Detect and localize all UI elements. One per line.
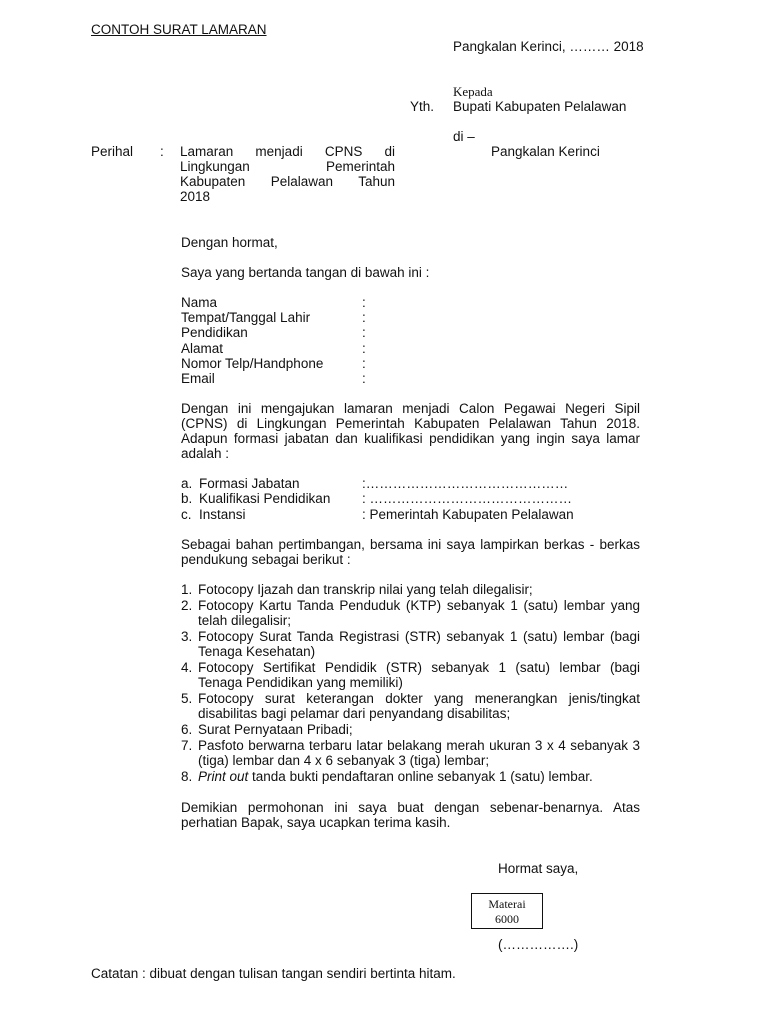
item-text: Fotocopy surat keterangan dokter yang menerangkan jenis/tingkat disabilitas bagi pelamar dari penyandang disabilitas; [198, 691, 640, 721]
materai-stamp-box [471, 893, 543, 929]
field-colon: : [362, 341, 366, 356]
item-number: 5. [181, 691, 193, 706]
item-text [198, 769, 640, 784]
list-item [181, 769, 640, 784]
item-number: 3. [181, 629, 193, 644]
item-italic: Print out [198, 769, 249, 784]
recipient-kepada: Kepada [453, 84, 493, 99]
stamp-value: 6000 [495, 912, 519, 926]
field-label: Alamat [181, 341, 224, 356]
field-colon: : [362, 371, 366, 386]
item-value: : ……………………………………… [362, 491, 573, 506]
subject-text [180, 144, 395, 204]
item-number: 7. [181, 738, 193, 753]
item-number: 2. [181, 598, 193, 613]
list-item [181, 582, 640, 597]
field-colon: : [362, 295, 366, 310]
field-colon: : [362, 325, 366, 340]
item-label: Kualifikasi Pendidikan [199, 491, 331, 506]
item-text: Surat Pernyataan Pribadi; [198, 722, 353, 737]
item-marker: c. [181, 507, 192, 522]
field-colon: : [362, 356, 366, 371]
item-text: Pasfoto berwarna terbaru latar belakang merah ukuran 3 x 4 sebanyak 3 (tiga) lembar dan 4 x 6 sebanyak 3 (tiga) lembar; [198, 738, 640, 768]
recipient-name: Bupati Kabupaten Pelalawan [453, 99, 627, 114]
attachments-list [181, 582, 640, 784]
list-item [181, 660, 640, 690]
item-text: Fotocopy Surat Tanda Registrasi (STR) sebanyak 1 (satu) lembar (bagi Tenaga Kesehatan) [198, 629, 640, 659]
footer-note: Catatan : dibuat dengan tulisan tangan sendiri bertinta hitam. [91, 966, 456, 981]
greeting: Dengan hormat, [181, 235, 278, 250]
item-number: 4. [181, 660, 193, 675]
recipient-di: di – [453, 129, 475, 144]
subject-label: Perihal [91, 144, 134, 159]
subject-line: Lamaran menjadi CPNS di [180, 144, 395, 159]
item-value: : Pemerintah Kabupaten Pelalawan [362, 507, 574, 522]
item-number: 6. [181, 722, 193, 737]
item-text: Fotocopy Kartu Tanda Penduduk (KTP) sebanyak 1 (satu) lembar yang telah dilegalisir; [198, 598, 640, 628]
item-marker: a. [181, 476, 193, 491]
item-number: 8. [181, 769, 193, 784]
list-item [181, 629, 640, 659]
subject-line: 2018 [180, 189, 211, 204]
stamp-label: Materai [488, 897, 526, 911]
attachments-intro: Sebagai bahan pertimbangan, bersama ini saya lampirkan berkas - berkas pendukung sebagai berikut : [181, 537, 640, 567]
field-label: Pendidikan [181, 325, 248, 340]
item-label: Instansi [199, 507, 246, 522]
place-date: Pangkalan Kerinci, ……… 2018 [453, 39, 644, 54]
item-value: :……………………………………… [362, 476, 569, 491]
item-text: Fotocopy Sertifikat Pendidik (STR) sebanyak 1 (satu) lembar (bagi Tenaga Pendidikan yang memiliki) [198, 660, 640, 690]
application-paragraph: Dengan ini mengajukan lamaran menjadi Calon Pegawai Negeri Sipil (CPNS) di Lingkungan Pemerintah Kabupaten Pelalawan Tahun 2018. Adapun formasi jabatan dan kualifikasi pendidikan yang ingin saya lamar adalah : [181, 401, 640, 461]
subject-line: Kabupaten Pelalawan Tahun [180, 174, 395, 189]
closing-paragraph: Demikian permohonan ini saya buat dengan sebenar-benarnya. Atas perhatian Bapak, saya ucapkan terima kasih. [181, 800, 640, 830]
field-label: Nomor Telp/Handphone [181, 356, 324, 371]
page-title: CONTOH SURAT LAMARAN [91, 22, 267, 37]
recipient-city: Pangkalan Kerinci [491, 144, 600, 159]
list-item [181, 598, 640, 628]
field-colon: : [362, 310, 366, 325]
list-item [181, 738, 640, 768]
item-marker: b. [181, 491, 193, 506]
field-label: Email [181, 371, 215, 386]
signature-closing: Hormat saya, [498, 861, 579, 876]
item-text: Fotocopy Ijazah dan transkrip nilai yang telah dilegalisir; [198, 582, 533, 597]
field-label: Nama [181, 295, 218, 310]
intro-text: Saya yang bertanda tangan di bawah ini : [181, 265, 430, 280]
item-number: 1. [181, 582, 193, 597]
list-item [181, 722, 640, 737]
item-label: Formasi Jabatan [199, 476, 300, 491]
subject-colon: : [160, 144, 164, 159]
signature-name-placeholder: (…………….) [498, 937, 579, 952]
subject-line: Lingkungan Pemerintah [180, 159, 395, 174]
list-item [181, 691, 640, 721]
field-label: Tempat/Tanggal Lahir [181, 310, 311, 325]
item-rest: tanda bukti pendaftaran online sebanyak 1 (satu) lembar. [248, 769, 593, 784]
recipient-yth: Yth. [410, 99, 435, 114]
